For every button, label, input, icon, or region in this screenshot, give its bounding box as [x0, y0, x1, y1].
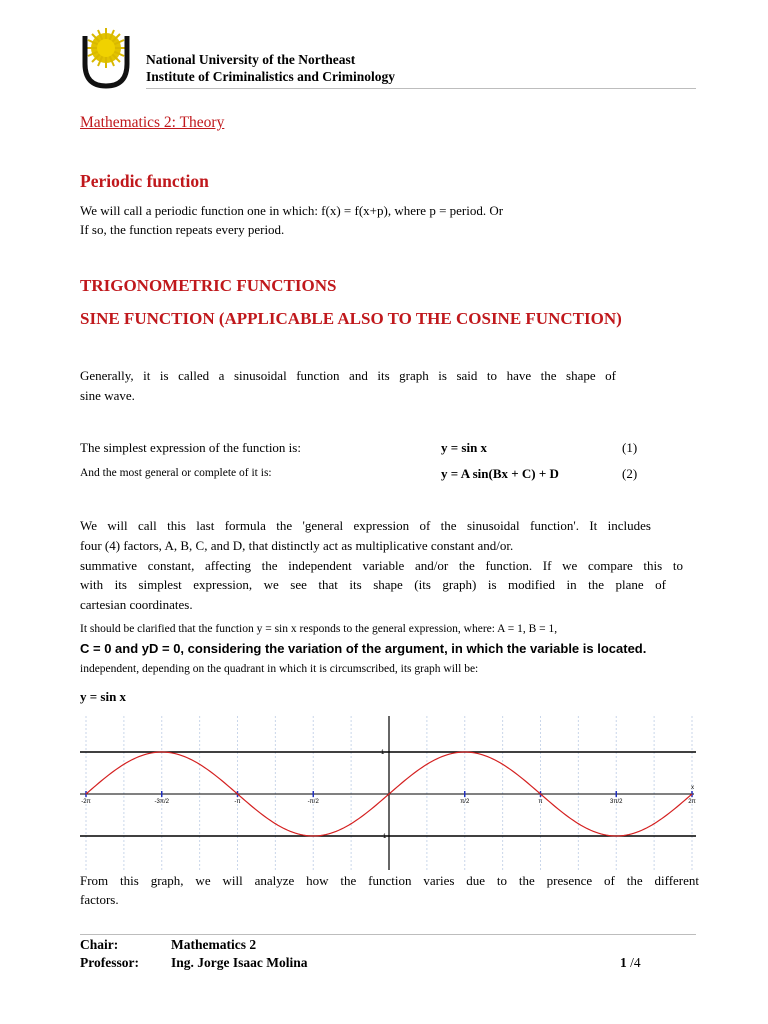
y-tick-label: 1 [381, 750, 385, 756]
x-tick-label: -3π/2 [154, 799, 169, 805]
simplest-expression-label: The simplest expression of the function is: [80, 440, 301, 455]
formula-number-1: (1) [622, 440, 638, 455]
general-formula: y = A sin(Bx + C) + D [441, 466, 559, 481]
x-axis-label: x [691, 785, 694, 791]
x-tick-label: 2π [688, 799, 696, 805]
course-title: Mathematics 2: Theory [80, 114, 225, 131]
analysis-line1: From this graph, we will analyze how the function varies due to the presence of the different [80, 873, 699, 888]
page-current: 1 [620, 955, 627, 970]
general-paragraph-line4: with its simplest expression, we see that its shape (its graph) is modified in the plane of [80, 577, 666, 592]
clarification-line3: independent, depending on the quadrant in which it is circumscribed, its graph will be: [80, 663, 479, 675]
header-university: National University of the Northeast [146, 52, 356, 67]
general-paragraph-line5: cartesian coordinates. [80, 597, 193, 612]
x-tick-label: -π/2 [307, 799, 319, 805]
header-divider [146, 88, 696, 89]
general-paragraph-line2: four (4) factors, A, B, C, and D, that distinctly act as multiplicative constant and/or. [80, 538, 514, 553]
sine-chart [80, 712, 696, 872]
footer-chair-label: Chair: [80, 937, 119, 952]
graph-label: y = sin x [80, 689, 127, 704]
footer-chair-value: Mathematics 2 [171, 937, 257, 952]
y-tick-label: -1 [381, 834, 387, 840]
periodic-text-line1: We will call a periodic function one in which: f(x) = f(x+p), where p = period. Or [80, 203, 504, 218]
general-expression-label: And the most general or complete of it is: [80, 467, 272, 479]
header-institute: Institute of Criminalistics and Criminology [146, 69, 396, 84]
x-tick-label: -2π [81, 799, 91, 805]
formula-number-2: (2) [622, 466, 638, 481]
simplest-formula: y = sin x [441, 440, 488, 455]
footer-professor-value: Ing. Jorge Isaac Molina [171, 955, 308, 970]
footer-professor-label: Professor: [80, 955, 139, 970]
general-paragraph-line3: summative constant, affecting the independent variable and/or the function. If we compare this to [80, 558, 683, 573]
clarification-line1: It should be clarified that the function y = sin x responds to the general expression, where: A = 1, B = 1, [80, 623, 558, 635]
sinusoidal-text-line1: Generally, it is called a sinusoidal function and its graph is said to have the shape of [80, 368, 616, 383]
section-title-periodic: Periodic function [80, 171, 209, 191]
x-tick-label: 3π/2 [610, 799, 623, 805]
heading-trigonometric: TRIGONOMETRIC FUNCTIONS [80, 276, 337, 295]
x-tick-label: π [538, 799, 543, 805]
page-total: /4 [630, 955, 641, 970]
sun-icon [86, 28, 126, 68]
footer-divider [80, 934, 696, 935]
clarification-line2: C = 0 and yD = 0, considering the variation of the argument, in which the variable is located. [80, 641, 647, 656]
periodic-text-line2: If so, the function repeats every period. [80, 222, 285, 237]
university-logo [80, 28, 132, 90]
page-number [620, 955, 641, 971]
sinusoidal-text-line2: sine wave. [80, 388, 135, 403]
x-tick-label: -π [234, 799, 241, 805]
analysis-line2: factors. [80, 892, 119, 907]
x-tick-label: π/2 [460, 799, 470, 805]
heading-sine-function: SINE FUNCTION (APPLICABLE ALSO TO THE COSINE FUNCTION) [80, 309, 622, 328]
general-paragraph-line1: We will call this last formula the 'general expression of the sinusoidal function'. It includes [80, 518, 651, 533]
